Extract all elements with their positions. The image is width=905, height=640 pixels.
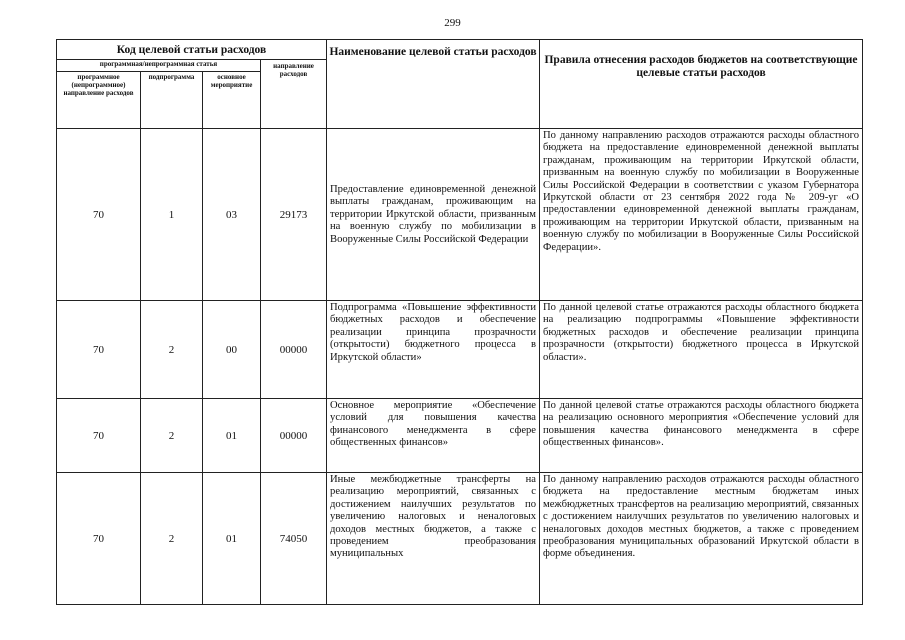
header-subprogram: подпрограмма (141, 72, 203, 129)
cell-main-event: 03 (203, 129, 261, 301)
cell-subprogram: 1 (141, 129, 203, 301)
cell-subprogram: 2 (141, 301, 203, 399)
cell-main-event: 00 (203, 301, 261, 399)
header-program-direction: программное (непрограммное) направление расходов (57, 72, 141, 129)
cell-direction: 00000 (261, 399, 327, 473)
cell-main-event: 01 (203, 473, 261, 605)
header-name-title: Наименование целевой статьи расходов (327, 40, 540, 129)
cell-direction: 74050 (261, 473, 327, 605)
cell-name: Предоставление единовременной денежной выплаты гражданам, проживающим на территории Иркутской области, призванным на военную службу по мобилизации в Вооруженные Силы Российской Федерации (327, 129, 540, 301)
cell-program: 70 (57, 301, 141, 399)
cell-name: Подпрограмма «Повышение эффективности бюджетных расходов и обеспечение реализации принципа прозрачности (открытости) бюджетного процесса в Иркутской области» (327, 301, 540, 399)
cell-rule: По данной целевой статье отражаются расходы областного бюджета на реализацию подпрограммы «Повышение эффективности бюджетных расходов и обеспечение реализации принципа прозрачности (открытости) бюджетного процесса в Иркутской области». (540, 301, 863, 399)
table-row (57, 473, 863, 605)
table-row (57, 129, 863, 301)
header-code-title: Код целевой статьи расходов (57, 40, 327, 60)
header-main-event: основное мероприятие (203, 72, 261, 129)
cell-subprogram: 2 (141, 399, 203, 473)
table-row (57, 399, 863, 473)
header-expense-direction: направление расходов (261, 60, 327, 129)
table-row (57, 301, 863, 399)
cell-direction: 29173 (261, 129, 327, 301)
cell-program: 70 (57, 129, 141, 301)
cell-rule: По данному направлению расходов отражаются расходы областного бюджета на предоставление местным бюджетам иных межбюджетных трансфертов на реализацию мероприятий, связанных с достижением наилучших результатов по увеличению налоговых и неналоговых доходов местных бюджетов, а также с проведением преобразования муниципальных образований Иркутской области в форме объединения. (540, 473, 863, 605)
cell-name: Иные межбюджетные трансферты на реализацию мероприятий, связанных с достижением наилучших результатов по увеличению налоговых и неналоговых доходов местных бюджетов, а также с проведением преобразования муниципальных (330, 474, 537, 560)
cell-subprogram: 2 (141, 473, 203, 605)
header-program-group: программная/непрограммная статья (57, 60, 261, 72)
cell-rule: По данной целевой статье отражаются расходы областного бюджета на реализацию основного мероприятия «Обеспечение условий для повышения качества финансового менеджмента в сфере общественных финансов». (540, 399, 863, 473)
cell-program: 70 (57, 473, 141, 605)
cell-main-event: 01 (203, 399, 261, 473)
page-number: 299 (444, 17, 461, 29)
header-rules-title: Правила отнесения расходов бюджетов на соответствующие целевые статьи расходов (540, 40, 863, 129)
budget-codes-table (56, 39, 863, 605)
cell-rule: По данному направлению расходов отражаются расходы областного бюджета на предоставление единовременной денежной выплаты гражданам, проживающим на территории Иркутской области, призванным на военную службу по мобилизации в Вооруженные Силы Российской Федерации в соответствии с указом Губернатора Иркутской области от 23 сентября 2022 года № 209-уг «О предоставлении единовременной денежной выплаты гражданам, проживающим на территории Иркутской области, призванным на военную службу по мобилизации в Вооруженные Силы Российской Федерации». (540, 129, 863, 301)
cell-name: Основное мероприятие «Обеспечение условий для повышения качества финансового менеджмента в сфере общественных финансов» (327, 399, 540, 473)
cell-direction: 00000 (261, 301, 327, 399)
cell-program: 70 (57, 399, 141, 473)
